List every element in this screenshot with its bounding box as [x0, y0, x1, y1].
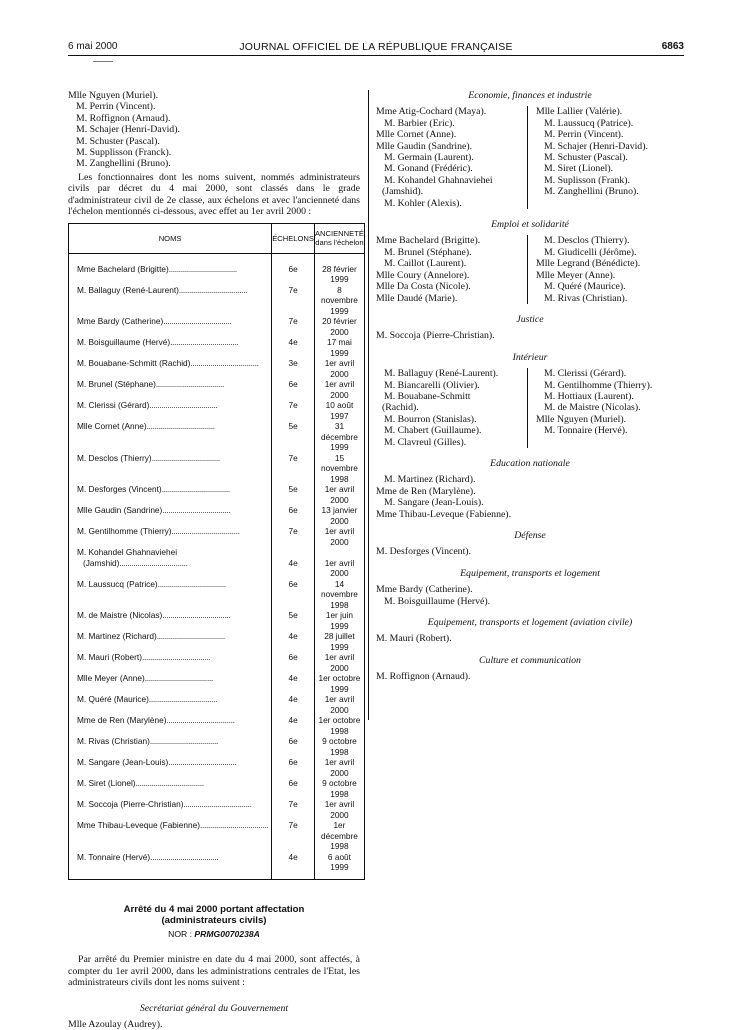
nom-text: Mlle Meyer (Anne)	[77, 673, 145, 684]
cell-nom	[69, 579, 272, 611]
col-noms: NOMS	[69, 224, 272, 254]
right-column	[376, 90, 684, 683]
culture-name: M. Roffignon (Arnaud).	[376, 671, 471, 683]
cell-nom	[69, 358, 272, 379]
leader-dots: ..................................	[163, 316, 232, 327]
cell-anciennete: 28 juillet 1999	[324, 631, 355, 652]
cell-echelon: 7e	[272, 316, 315, 337]
name-entry: M. Perrin (Vincent).	[544, 129, 624, 141]
name-entry: M. Kohandel Ghahnaviehei	[384, 174, 493, 186]
section-defense-title: Défense	[514, 530, 546, 541]
name-entry: M. Ballaguy (René-Laurent).	[384, 368, 499, 380]
name-entry: Mme de Ren (Marylène).	[376, 485, 476, 497]
page-number: 6863	[661, 41, 684, 52]
cell-nom	[69, 778, 272, 799]
table-row	[69, 358, 365, 379]
name-entry: M. Laussucq (Patrice).	[544, 117, 634, 129]
name-entry: M. Kohler (Alexis).	[384, 197, 462, 209]
cell-anciennete: 9 octobre 1998	[322, 778, 357, 799]
nom-text: M. de Maistre (Nicolas)	[77, 610, 163, 621]
section-equipement-title: Equipement, transports et logement	[460, 567, 600, 579]
leader-dots: ..................................	[149, 400, 218, 411]
cell-nom	[69, 631, 272, 652]
cell-anciennete: 1er juin 1999	[325, 610, 354, 631]
cell-nom	[69, 316, 272, 337]
nom-text: M. Clerissi (Gérard)	[77, 400, 150, 411]
cell-nom	[69, 379, 272, 400]
name-entry: (Rachid).	[382, 402, 419, 414]
table-row	[69, 526, 365, 547]
table-row	[69, 558, 365, 579]
leader-dots: ..................................	[168, 757, 237, 768]
table-row	[69, 379, 365, 400]
name-entry: M. Perrin (Vincent).	[76, 101, 156, 113]
aviation-name: M. Mauri (Robert).	[376, 633, 452, 645]
nom-text: M. Desclos (Thierry)	[77, 452, 152, 463]
name-entry: M. Tonnaire (Hervé).	[544, 425, 628, 437]
name-entry: M. Suplisson (Frank).	[544, 174, 631, 186]
name-entry: M. Barbier (Eric).	[384, 117, 455, 129]
cell-nom	[69, 852, 272, 880]
table-row	[69, 852, 365, 880]
table-row	[69, 652, 365, 673]
page-header	[68, 40, 684, 56]
nom-text: M. Mauri (Robert)	[77, 652, 143, 663]
nom-text: M. Rivas (Christian)	[77, 736, 150, 747]
cell-nom	[69, 484, 272, 505]
cell-echelon: 5e	[272, 610, 315, 631]
section-economie-title: Economie, finances et industrie	[468, 90, 592, 101]
name-entry: M. Supplisson (Franck).	[76, 147, 172, 159]
echelons-table	[68, 223, 365, 880]
table-row	[69, 264, 365, 285]
leader-dots: ..................................	[190, 358, 259, 369]
section-justice-title: Justice	[516, 313, 544, 325]
cell-anciennete: 10 août 1997	[325, 400, 354, 421]
cell-nom	[69, 820, 272, 852]
cell-anciennete: 1er décembre 1998	[320, 820, 358, 852]
cell-anciennete: 28 février 1999	[322, 263, 357, 285]
leader-dots: ..................................	[144, 673, 213, 684]
nor-reference	[68, 929, 360, 940]
equipement-list	[376, 584, 684, 607]
cell-anciennete: 9 octobre 1998	[322, 736, 357, 757]
cell-echelon: 4e	[272, 337, 315, 358]
table-row	[69, 820, 365, 852]
name-entry: Mlle Coury (Annelore).	[376, 269, 470, 281]
nom-text: M. Boisguillaume (Hervé)	[77, 337, 171, 348]
previous-name-list	[68, 90, 360, 170]
cell-nom	[69, 505, 272, 526]
leader-dots: ..................................	[150, 851, 219, 862]
cell-echelon: 7e	[272, 820, 315, 852]
leader-dots: ..................................	[171, 526, 240, 537]
cell-anciennete: 31 décembre 1999	[320, 421, 358, 453]
leader-dots: ..................................	[119, 557, 188, 568]
cell-echelon: 7e	[272, 526, 315, 547]
name-entry: Mlle Da Costa (Nicole).	[376, 281, 471, 293]
leader-dots: ..................................	[157, 578, 226, 589]
nom-text: Mme Bardy (Catherine)	[77, 316, 164, 327]
name-entry: M. Boisguillaume (Hervé).	[384, 595, 491, 607]
table-row	[69, 421, 365, 453]
table-row	[69, 505, 365, 526]
name-entry: Mme Thibau-Leveque (Fabienne).	[376, 508, 512, 520]
arrete-paragraph: Par arrêté du Premier ministre en date du 4 mai 2000, sont affectés, à compter du 1er avril 2000, dans les administrations centrales de l'Etat, les administrateurs civils dont les noms suivent :	[68, 954, 360, 989]
leader-dots: ..................................	[178, 284, 248, 295]
leader-dots: ..................................	[162, 505, 231, 516]
nom-text: M. Bouabane-Schmitt (Rachid)	[77, 358, 191, 369]
cell-echelon: 4e	[272, 558, 315, 579]
section-aviation-title: Equipement, transports et logement (aviation civile)	[427, 617, 633, 629]
leader-dots: ..................................	[166, 715, 235, 726]
cell-echelon: 4e	[272, 694, 315, 715]
arrete-title-line1: Arrêté du 4 mai 2000 portant affectation	[123, 903, 305, 915]
cell-anciennete: 1er avril 2000	[324, 526, 355, 547]
name-entry: M. Hottiaux (Laurent).	[544, 390, 634, 402]
name-entry: M. Gentilhomme (Thierry).	[544, 379, 653, 391]
cell-anciennete: 6 août 1999	[327, 851, 351, 873]
name-entry: Mme Atig-Cochard (Maya).	[376, 106, 487, 118]
cell-nom	[69, 799, 272, 820]
name-entry: M. Schajer (Henri-David).	[544, 140, 648, 152]
table-row	[69, 337, 365, 358]
table-row	[69, 316, 365, 337]
cell-anciennete: 1er avril 2000	[324, 757, 355, 778]
cell-anciennete: 1er avril 2000	[324, 358, 355, 379]
cell-echelon: 4e	[272, 715, 315, 736]
table-row	[69, 694, 365, 715]
journal-title: JOURNAL OFFICIEL DE LA RÉPUBLIQUE FRANÇAISE	[239, 41, 513, 53]
nom-text: M. Quéré (Maurice)	[77, 694, 149, 705]
nom-text: Mlle Gaudin (Sandrine)	[77, 505, 163, 516]
arrete-title	[68, 904, 360, 926]
name-entry: M. Martinez (Richard).	[384, 474, 476, 486]
cell-nom	[69, 400, 272, 421]
cell-echelon: 3e	[272, 358, 315, 379]
classement-paragraph: Les fonctionnaires dont les noms suivent, nommés administrateurs civils par décret du 4 mai 2000, sont classés dans le grade d'administrateur civil de 2e classe, aux échelons et avec l'ancienneté dans l'échelon mentionnés ci-dessous, avec effet au 1er avril 2000 :	[68, 171, 360, 218]
leader-dots: ..................................	[168, 263, 237, 274]
cell-nom	[69, 673, 272, 694]
table-row	[69, 757, 365, 778]
cell-nom	[69, 757, 272, 778]
name-entry: M. Schuster (Pascal).	[544, 152, 628, 164]
cell-nom	[69, 610, 272, 631]
cell-anciennete: 1er avril 2000	[324, 694, 355, 715]
arrete-title-line2: (administrateurs civils)	[161, 914, 267, 926]
cell-echelon: 6e	[272, 757, 315, 778]
leader-dots: ..................................	[146, 421, 215, 432]
defense-name: M. Desforges (Vincent).	[376, 546, 471, 558]
name-entry: M. Caillot (Laurent).	[384, 258, 467, 270]
leader-dots: ..................................	[162, 610, 231, 621]
nom-text: M. Gentilhomme (Thierry)	[77, 526, 172, 537]
name-entry: M. Siret (Lionel).	[544, 163, 614, 175]
table-row	[69, 610, 365, 631]
cell-nom	[69, 694, 272, 715]
nom-text: M. Sangare (Jean-Louis)	[77, 757, 169, 768]
name-entry: M. Rivas (Christian).	[544, 292, 628, 304]
nom-text: (Jamshid)	[83, 557, 120, 568]
leader-dots: ..................................	[200, 820, 269, 831]
cell-anciennete: 17 mai 1999	[326, 337, 352, 358]
cell-echelon	[272, 547, 315, 558]
cell-nom	[69, 547, 272, 558]
cell-nom	[69, 558, 272, 579]
section-culture-title: Culture et communication	[479, 654, 581, 666]
cell-echelon: 6e	[272, 379, 315, 400]
leader-dots: ..................................	[149, 736, 219, 747]
table-header-row	[69, 224, 365, 254]
name-entry: M. Clerissi (Gérard).	[544, 368, 627, 380]
table-row	[69, 631, 365, 652]
interieur-list-left	[376, 368, 528, 448]
name-entry: Mlle Legrand (Bénédicte).	[536, 258, 641, 270]
name-entry: M. Roffignon (Arnaud).	[76, 112, 171, 124]
name-entry: M. Bouabane-Schmitt	[384, 390, 471, 402]
name-entry: M. de Maistre (Nicolas).	[544, 402, 641, 414]
cell-anciennete: 20 février 2000	[322, 316, 357, 337]
nom-text: M. Tonnaire (Hervé)	[77, 851, 151, 862]
cell-echelon: 6e	[272, 505, 315, 526]
leader-dots: ..................................	[156, 631, 225, 642]
cell-echelon: 6e	[272, 264, 315, 285]
name-entry: M. Brunel (Stéphane).	[384, 246, 472, 258]
table-row	[69, 715, 365, 736]
column-divider	[368, 90, 369, 720]
economie-list-left	[376, 106, 528, 209]
emploi-list-right	[528, 235, 640, 303]
name-entry: M. Quéré (Maurice).	[544, 281, 626, 293]
name-entry: M. Chabert (Guillaume).	[384, 425, 482, 437]
name-entry: M. Zanghellini (Bruno).	[76, 158, 171, 170]
name-entry: M. Bourron (Stanislas).	[384, 413, 477, 425]
table-row	[69, 799, 365, 820]
cell-anciennete: 1er avril 2000	[324, 379, 355, 400]
table-row	[69, 673, 365, 694]
cell-anciennete: 13 janvier 2000	[321, 505, 358, 526]
section-sg-title: Secrétariat général du Gouvernement	[139, 1002, 289, 1014]
nom-text: Mme Thibau-Leveque (Fabienne)	[77, 820, 200, 831]
cell-echelon: 5e	[272, 421, 315, 453]
section-interieur-title: Intérieur	[512, 351, 548, 363]
cell-nom	[69, 285, 272, 317]
table-row	[69, 736, 365, 757]
name-entry: M. Schuster (Pascal).	[76, 135, 160, 147]
name-entry: M. Desclos (Thierry).	[544, 235, 630, 247]
cell-echelon: 6e	[272, 778, 315, 799]
leader-dots: ..................................	[148, 694, 218, 705]
table-row	[69, 778, 365, 799]
cell-anciennete: 14 novembre 1998	[320, 578, 358, 610]
cell-anciennete	[314, 547, 364, 558]
section-interieur-names	[376, 368, 684, 448]
cell-anciennete: 8 novembre 1999	[320, 284, 358, 316]
nom-text: Mme de Ren (Marylène)	[77, 715, 167, 726]
cell-anciennete: 1er octobre 1999	[318, 673, 361, 694]
cell-echelon: 7e	[272, 799, 315, 820]
cell-nom	[69, 715, 272, 736]
col-anciennete: ANCIENNETÉ dans l'échelon	[314, 224, 364, 254]
name-entry: M. Sangare (Jean-Louis).	[384, 497, 484, 509]
name-entry: M. Zanghellini (Bruno).	[544, 186, 639, 198]
cell-echelon: 4e	[272, 673, 315, 694]
sg-name: Mlle Azoulay (Audrey).	[68, 1019, 163, 1030]
name-entry: M. Biancarelli (Olivier).	[384, 379, 480, 391]
cell-echelon: 7e	[272, 453, 315, 485]
cell-anciennete: 1er octobre 1998	[318, 715, 361, 736]
education-list	[376, 474, 684, 520]
left-column	[68, 90, 364, 1030]
cell-echelon: 5e	[272, 484, 315, 505]
nor-label: NOR :	[168, 928, 193, 939]
name-entry: M. Gonand (Frédéric).	[384, 163, 473, 175]
leader-dots: ..................................	[161, 484, 230, 495]
cell-nom	[69, 736, 272, 757]
name-entry: (Jamshid).	[382, 186, 424, 198]
nom-text: M. Laussucq (Patrice)	[77, 578, 158, 589]
emploi-list-left	[376, 235, 528, 303]
nor-code: PRMG0070238A	[194, 928, 260, 939]
name-entry: M. Germain (Laurent).	[384, 152, 474, 164]
name-entry: M. Giudicelli (Jérôme).	[544, 246, 637, 258]
name-entry: Mlle Lallier (Valérie).	[536, 106, 623, 118]
cell-echelon: 6e	[272, 652, 315, 673]
nom-text: M. Brunel (Stéphane)	[77, 379, 156, 390]
name-entry: Mme Bardy (Catherine).	[376, 584, 473, 596]
cell-nom	[69, 337, 272, 358]
cell-echelon: 4e	[272, 852, 315, 880]
name-entry: M. Clavreul (Gilles).	[384, 436, 467, 448]
nom-text: M. Ballaguy (René-Laurent)	[77, 284, 179, 295]
cell-echelon: 7e	[272, 285, 315, 317]
name-entry: Mlle Gaudin (Sandrine).	[376, 140, 473, 152]
cell-anciennete: 15 novembre 1998	[320, 452, 358, 484]
leader-dots: ..................................	[142, 652, 211, 663]
nom-text: M. Martinez (Richard)	[77, 631, 157, 642]
interieur-list-right	[528, 368, 652, 448]
section-emploi-title: Emploi et solidarité	[491, 219, 569, 231]
justice-name: M. Soccoja (Pierre-Christian).	[376, 330, 495, 342]
cell-nom	[69, 652, 272, 673]
cell-echelon: 4e	[272, 631, 315, 652]
nom-text: Mme Bachelard (Brigitte)	[77, 263, 169, 274]
nom-text: M. Siret (Lionel)	[77, 778, 136, 789]
section-emploi-names	[376, 235, 684, 303]
table-row	[69, 453, 365, 485]
economie-list-right	[528, 106, 648, 209]
leader-dots: ..................................	[135, 778, 204, 789]
cell-anciennete: 1er avril 2000	[324, 484, 355, 505]
leader-dots: ..................................	[151, 452, 220, 463]
table-row	[69, 484, 365, 505]
leader-dots: ..................................	[155, 379, 225, 390]
col-echelons: ÉCHELONS	[272, 224, 315, 254]
issue-date: 6 mai 2000	[68, 41, 118, 52]
name-entry: Mlle Nguyen (Muriel).	[536, 413, 627, 425]
name-entry: Mlle Cornet (Anne).	[376, 129, 457, 141]
cell-nom	[69, 421, 272, 453]
table-body	[69, 254, 365, 880]
cell-nom	[69, 264, 272, 285]
leader-dots: ..................................	[170, 337, 239, 348]
cell-echelon: 6e	[272, 579, 315, 611]
leader-dots: ..................................	[183, 799, 252, 810]
cell-anciennete: 1er avril 2000	[324, 799, 355, 820]
table-row	[69, 579, 365, 611]
section-education-title: Education nationale	[490, 457, 570, 469]
name-entry: Mlle Daudé (Marie).	[376, 292, 458, 304]
section-economie-names	[376, 106, 684, 209]
cell-echelon: 6e	[272, 736, 315, 757]
cell-echelon: 7e	[272, 400, 315, 421]
header-rule	[93, 61, 113, 62]
cell-anciennete: 1er avril 2000	[324, 652, 355, 673]
table-row	[69, 285, 365, 317]
nom-text: M. Kohandel Ghahnaviehei	[77, 547, 178, 558]
name-entry: Mme Bachelard (Brigitte).	[376, 235, 481, 247]
cell-nom	[69, 526, 272, 547]
table-row	[69, 400, 365, 421]
cell-nom	[69, 453, 272, 485]
name-entry: Mlle Nguyen (Muriel).	[68, 90, 159, 101]
nom-text: M. Desforges (Vincent)	[77, 484, 162, 495]
nom-text: Mlle Cornet (Anne)	[77, 421, 147, 432]
name-entry: M. Schajer (Henri-David).	[76, 124, 180, 136]
name-entry: Mlle Meyer (Anne).	[536, 269, 616, 281]
cell-anciennete: 1er avril 2000	[324, 557, 355, 579]
nom-text: M. Soccoja (Pierre-Christian)	[77, 799, 184, 810]
table-row	[69, 547, 365, 558]
